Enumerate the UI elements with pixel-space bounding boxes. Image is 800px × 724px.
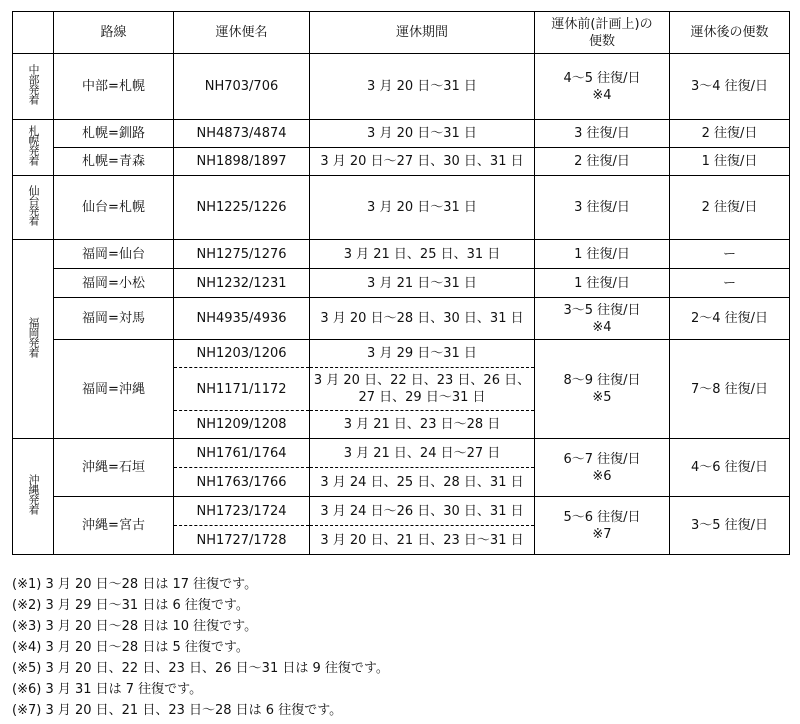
footnote: (※4) 3 月 20 日～28 日は 5 往復です。 bbox=[12, 640, 249, 655]
after-cell: ー bbox=[670, 240, 790, 269]
table-row bbox=[13, 497, 790, 526]
table-row bbox=[13, 439, 790, 468]
before-cell: 8～9 往復/日 ※5 bbox=[535, 340, 670, 439]
before-cell: 1 往復/日 bbox=[535, 240, 670, 269]
before-cell: 3 往復/日 bbox=[535, 176, 670, 240]
period-cell: 3 月 21 日、25 日、31 日 bbox=[310, 240, 535, 269]
table-row bbox=[13, 269, 790, 298]
after-cell: 1 往復/日 bbox=[670, 148, 790, 176]
flight-cell: NH1763/1766 bbox=[174, 468, 310, 497]
period-cell: 3 月 20 日、22 日、23 日、26 日、 27 日、29 日～31 日 bbox=[310, 368, 535, 411]
flight-cell: NH1761/1764 bbox=[174, 439, 310, 468]
header-after: 運休後の便数 bbox=[670, 12, 790, 54]
footnote: (※6) 3 月 31 日は 7 往復です。 bbox=[12, 682, 203, 697]
period-cell: 3 月 20 日～31 日 bbox=[310, 54, 535, 120]
flight-cell: NH4873/4874 bbox=[174, 120, 310, 148]
period-cell: 3 月 21 日、23 日～28 日 bbox=[310, 411, 535, 439]
table-row bbox=[13, 298, 790, 340]
flight-suspension-table bbox=[12, 11, 790, 555]
flight-cell: NH1225/1226 bbox=[174, 176, 310, 240]
period-cell: 3 月 21 日～31 日 bbox=[310, 269, 535, 298]
region-sendai: 仙台発着 bbox=[13, 176, 54, 240]
route-cell: 福岡=仙台 bbox=[54, 240, 174, 269]
period-cell: 3 月 24 日、25 日、28 日、31 日 bbox=[310, 468, 535, 497]
flight-cell: NH1209/1208 bbox=[174, 411, 310, 439]
header-before: 運休前(計画上)の 便数 bbox=[535, 12, 670, 54]
flight-cell: NH1898/1897 bbox=[174, 148, 310, 176]
region-sapporo: 札幌発着 bbox=[13, 120, 54, 176]
flight-cell: NH1203/1206 bbox=[174, 340, 310, 368]
after-cell: 2～4 往復/日 bbox=[670, 298, 790, 340]
period-cell: 3 月 24 日～26 日、30 日、31 日 bbox=[310, 497, 535, 526]
table-row bbox=[13, 176, 790, 240]
period-cell: 3 月 20 日～27 日、30 日、31 日 bbox=[310, 148, 535, 176]
route-cell: 沖縄=石垣 bbox=[54, 439, 174, 497]
flight-cell: NH1232/1231 bbox=[174, 269, 310, 298]
header-row bbox=[13, 12, 790, 54]
route-cell: 沖縄=宮古 bbox=[54, 497, 174, 555]
after-cell: 7～8 往復/日 bbox=[670, 340, 790, 439]
flight-cell: NH1275/1276 bbox=[174, 240, 310, 269]
period-cell: 3 月 20 日～28 日、30 日、31 日 bbox=[310, 298, 535, 340]
table-row bbox=[13, 340, 790, 368]
route-cell: 福岡=対馬 bbox=[54, 298, 174, 340]
period-cell: 3 月 29 日～31 日 bbox=[310, 340, 535, 368]
table-row bbox=[13, 54, 790, 120]
period-cell: 3 月 20 日、21 日、23 日～31 日 bbox=[310, 526, 535, 555]
route-cell: 札幌=釧路 bbox=[54, 120, 174, 148]
footnote: (※5) 3 月 20 日、22 日、23 日、26 日～31 日は 9 往復です。 bbox=[12, 661, 389, 676]
footnote: (※1) 3 月 20 日～28 日は 17 往復です。 bbox=[12, 577, 258, 592]
flight-cell: NH4935/4936 bbox=[174, 298, 310, 340]
region-chubu: 中部発着 bbox=[13, 54, 54, 120]
header-route: 路線 bbox=[54, 12, 174, 54]
route-cell: 福岡=小松 bbox=[54, 269, 174, 298]
region-okinawa: 沖縄発着 bbox=[13, 439, 54, 555]
route-cell: 札幌=青森 bbox=[54, 148, 174, 176]
table-row bbox=[13, 120, 790, 148]
table-row bbox=[13, 148, 790, 176]
route-cell: 仙台=札幌 bbox=[54, 176, 174, 240]
header-region bbox=[13, 12, 54, 54]
footnotes bbox=[12, 574, 389, 721]
before-cell: 3～5 往復/日 ※4 bbox=[535, 298, 670, 340]
period-cell: 3 月 20 日～31 日 bbox=[310, 120, 535, 148]
before-cell: 6～7 往復/日 ※6 bbox=[535, 439, 670, 497]
period-cell: 3 月 20 日～31 日 bbox=[310, 176, 535, 240]
flight-cell: NH1171/1172 bbox=[174, 368, 310, 411]
footnote: (※3) 3 月 20 日～28 日は 10 往復です。 bbox=[12, 619, 258, 634]
before-cell: 2 往復/日 bbox=[535, 148, 670, 176]
header-flights: 運休便名 bbox=[174, 12, 310, 54]
header-period: 運休期間 bbox=[310, 12, 535, 54]
flight-cell: NH1727/1728 bbox=[174, 526, 310, 555]
footnote: (※2) 3 月 29 日～31 日は 6 往復です。 bbox=[12, 598, 249, 613]
after-cell: 2 往復/日 bbox=[670, 176, 790, 240]
before-cell: 1 往復/日 bbox=[535, 269, 670, 298]
before-cell: 3 往復/日 bbox=[535, 120, 670, 148]
region-fukuoka: 福岡発着 bbox=[13, 240, 54, 439]
after-cell: 3～4 往復/日 bbox=[670, 54, 790, 120]
after-cell: 3～5 往復/日 bbox=[670, 497, 790, 555]
after-cell: ー bbox=[670, 269, 790, 298]
after-cell: 2 往復/日 bbox=[670, 120, 790, 148]
footnote: (※7) 3 月 20 日、21 日、23 日～28 日は 6 往復です。 bbox=[12, 703, 343, 718]
before-cell: 5～6 往復/日 ※7 bbox=[535, 497, 670, 555]
route-cell: 福岡=沖縄 bbox=[54, 340, 174, 439]
table-row bbox=[13, 240, 790, 269]
flight-cell: NH703/706 bbox=[174, 54, 310, 120]
period-cell: 3 月 21 日、24 日～27 日 bbox=[310, 439, 535, 468]
route-cell: 中部=札幌 bbox=[54, 54, 174, 120]
flight-cell: NH1723/1724 bbox=[174, 497, 310, 526]
before-cell: 4～5 往復/日 ※4 bbox=[535, 54, 670, 120]
after-cell: 4～6 往復/日 bbox=[670, 439, 790, 497]
